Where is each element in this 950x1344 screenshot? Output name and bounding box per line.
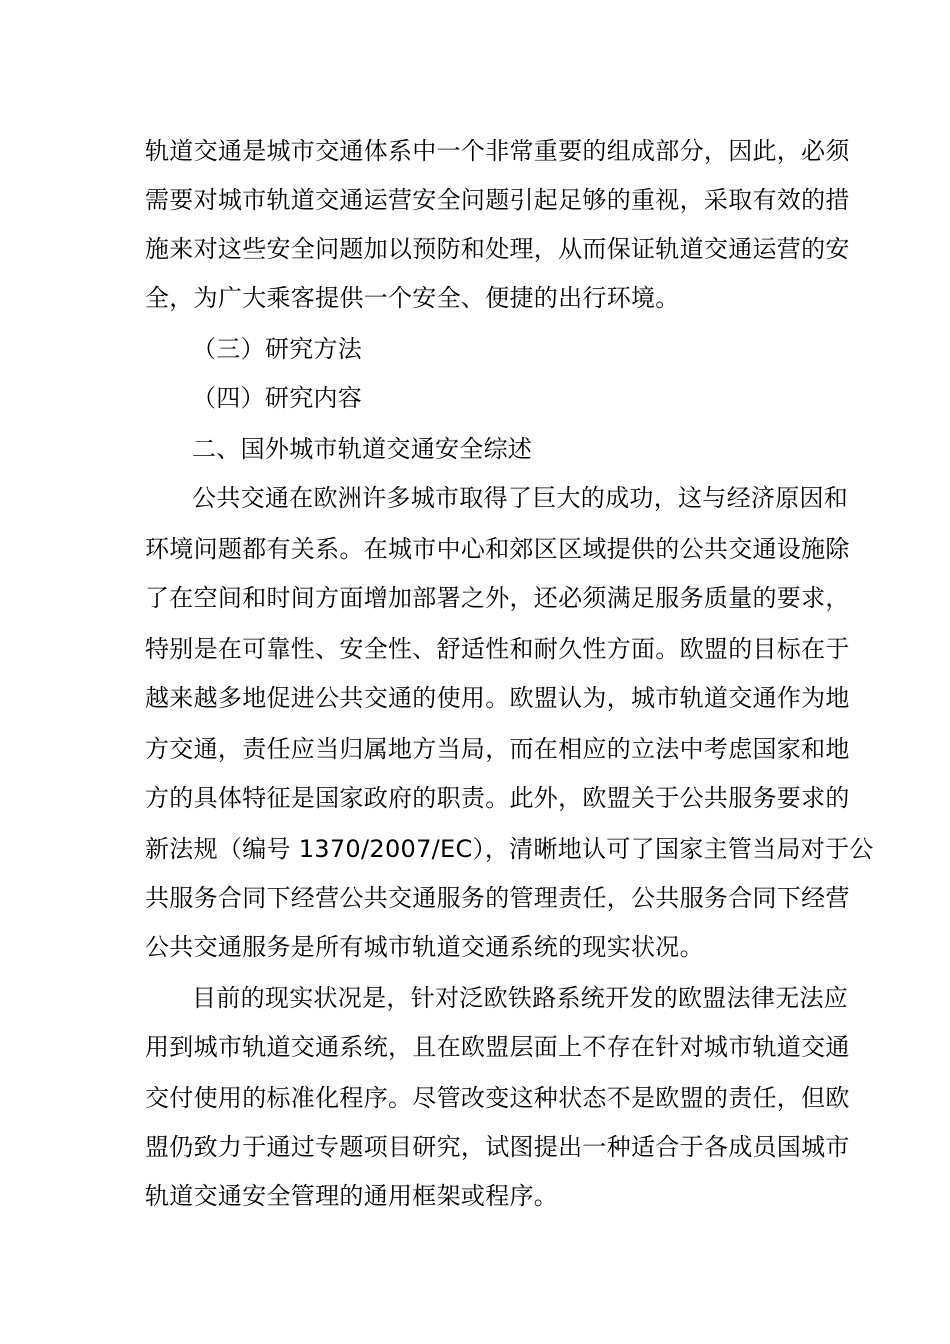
paragraph-line: 全，为广大乘客提供一个安全、便捷的出行环境。 [145, 284, 680, 312]
paragraph-line: 方交通，责任应当归属地方当局，而在相应的立法中考虑国家和地 [145, 735, 850, 763]
paragraph-line: 用到城市轨道交通系统，且在欧盟层面上不存在针对城市轨道交通 [145, 1033, 850, 1061]
paragraph-line: 环境问题都有关系。在城市中心和郊区区域提供的公共交通设施除 [145, 535, 850, 563]
paragraph-line: 新法规（编号 1370/2007/EC），清晰地认可了国家主管当局对于公 [145, 835, 874, 863]
paragraph-line: 交付使用的标准化程序。尽管改变这种状态不是欧盟的责任，但欧 [145, 1084, 850, 1112]
paragraph-line: 盟仍致力于通过专题项目研究，试图提出一种适合于各成员国城市 [145, 1133, 850, 1161]
paragraph-line: 了在空间和时间方面增加部署之外，还必须满足服务质量的要求， [145, 584, 850, 612]
paragraph-line: 特别是在可靠性、安全性、舒适性和耐久性方面。欧盟的目标在于 [145, 635, 850, 663]
paragraph-line: 需要对城市轨道交通运营安全问题引起足够的重视，采取有效的措 [145, 186, 850, 214]
paragraph-line: 轨道交通安全管理的通用框架或程序。 [145, 1182, 559, 1210]
paragraph-line: 公共交通服务是所有城市轨道交通系统的现实状况。 [145, 933, 704, 961]
paragraph-line: 施来对这些安全问题加以预防和处理，从而保证轨道交通运营的安 [145, 235, 850, 263]
section-heading: （三）研究方法 [192, 335, 363, 363]
paragraph-line: 越来越多地促进公共交通的使用。欧盟认为，城市轨道交通作为地 [145, 684, 850, 712]
paragraph-line: 共服务合同下经营公共交通服务的管理责任，公共服务合同下经营 [145, 884, 850, 912]
paragraph-line: 公共交通在欧洲许多城市取得了巨大的成功，这与经济原因和 [192, 484, 849, 512]
paragraph-line: 方的具体特征是国家政府的职责。此外，欧盟关于公共服务要求的 [145, 784, 850, 812]
section-heading: （四）研究内容 [192, 384, 363, 412]
paragraph-line: 轨道交通是城市交通体系中一个非常重要的组成部分，因此，必须 [145, 137, 850, 165]
section-heading: 二、国外城市轨道交通安全综述 [192, 435, 533, 463]
paragraph-line: 目前的现实状况是，针对泛欧铁路系统开发的欧盟法律无法应 [192, 984, 849, 1012]
